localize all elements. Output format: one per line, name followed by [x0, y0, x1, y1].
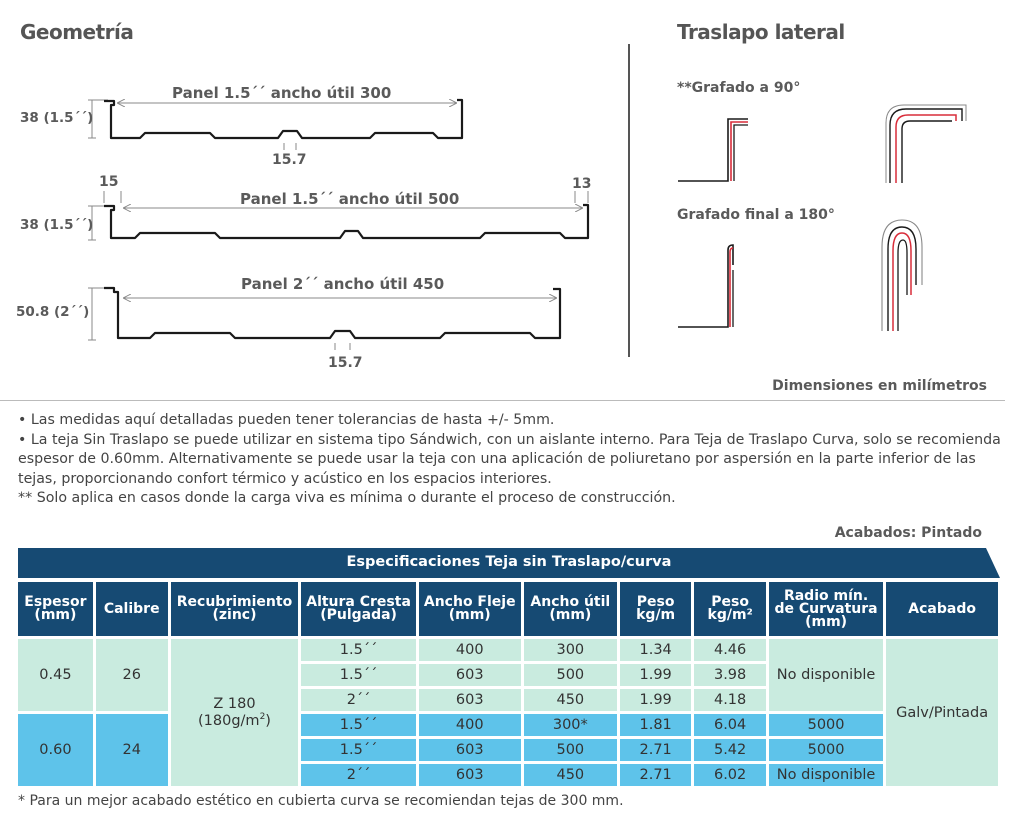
panel-1-profile	[88, 100, 462, 150]
traslapo-diagram	[670, 95, 990, 345]
grafado-90-detail	[886, 105, 966, 183]
cell-util: 450	[524, 689, 617, 711]
cell-fleje: 603	[419, 689, 521, 711]
panel-1-crest-label: 15.7	[272, 152, 307, 168]
cell-fleje: 400	[419, 714, 521, 736]
cell-altura: 2´´	[301, 764, 415, 786]
cell-espesor: 0.45	[18, 639, 93, 711]
panel-3-label: Panel 2´´ ancho útil 450	[241, 275, 445, 293]
grafado-180-label: Grafado final a 180°	[677, 207, 835, 223]
cell-util: 450	[524, 764, 617, 786]
cell-peso-m: 1.34	[620, 639, 691, 661]
header-calibre: Calibre	[96, 582, 168, 636]
note-2: • La teja Sin Traslapo se puede utilizar en sistema tipo Sándwich, con un aislante interno. Para Teja de Traslapo Curva, solo se recomienda espesor de 0.60mm. Alternativamente se puede usar la teja con una aplicación de poliuretano por aspersión en la parte inferior de las tejas, proporcionando confort térmico y acústico en los espacios interiores.	[18, 431, 1001, 487]
cell-peso-m: 1.99	[620, 689, 691, 711]
panel-1-label: Panel 1.5´´ ancho útil 300	[172, 84, 392, 102]
grafado-180-detail	[882, 220, 922, 331]
cell-altura: 1.5´´	[301, 664, 415, 686]
notes-block	[18, 411, 1008, 509]
geometria-title: Geometría	[20, 20, 134, 44]
cell-radio: 5000	[769, 739, 883, 761]
cell-peso-m2: 3.98	[694, 664, 766, 686]
header-ancho-fleje: Ancho Fleje (mm)	[419, 582, 521, 636]
cell-recubrimiento: Z 180 $(180g/m^2)$	[171, 639, 299, 786]
table-row	[18, 714, 998, 736]
cell-util: 500	[524, 739, 617, 761]
cell-calibre: 24	[96, 714, 168, 786]
cell-altura: 1.5´´	[301, 739, 415, 761]
panel-3-crest-label: 15.7	[328, 355, 363, 371]
cell-peso-m2: 4.46	[694, 639, 766, 661]
cell-peso-m2: 4.18	[694, 689, 766, 711]
cell-peso-m2: 6.04	[694, 714, 766, 736]
panel-2-label: Panel 1.5´´ ancho útil 500	[240, 190, 460, 208]
panel-3-height-label: 50.8 (2´´)	[16, 304, 90, 320]
header-espesor: Espesor (mm)	[18, 582, 93, 636]
note-1: • Las medidas aquí detalladas pueden tener tolerancias de hasta +/- 5mm.	[18, 412, 555, 428]
header-peso-m: Peso kg/m	[620, 582, 691, 636]
cell-fleje: 603	[419, 764, 521, 786]
cell-peso-m: 1.81	[620, 714, 691, 736]
grafado-90-label: **Grafado a 90°	[677, 80, 801, 96]
panel-2-left-dim: 15	[99, 174, 119, 190]
cell-util: 300	[524, 639, 617, 661]
acabados-label: Acabados: Pintado	[834, 525, 982, 541]
header-altura: Altura Cresta (Pulgada)	[301, 582, 415, 636]
cell-radio: 5000	[769, 714, 883, 736]
section-divider	[628, 44, 630, 357]
cell-peso-m: 2.71	[620, 764, 691, 786]
panel-1-height-label: 38 (1.5´´)	[20, 110, 94, 126]
separator-line	[0, 400, 1005, 401]
cell-fleje: 603	[419, 739, 521, 761]
header-peso-m2: Peso kg/m²	[694, 582, 766, 636]
spec-grid	[15, 579, 1001, 789]
table-header-row	[18, 582, 998, 636]
footnote: * Para un mejor acabado estético en cubierta curva se recomiendan tejas de 300 mm.	[18, 793, 624, 809]
note-3: ** Solo aplica en casos donde la carga viva es mínima o durante el proceso de construcción.	[18, 490, 676, 506]
cell-altura: 2´´	[301, 689, 415, 711]
panel-2-height-label: 38 (1.5´´)	[20, 217, 94, 233]
header-acabado: Acabado	[886, 582, 998, 636]
cell-peso-m2: 5.42	[694, 739, 766, 761]
cell-peso-m: 1.99	[620, 664, 691, 686]
panel-2-right-dim: 13	[572, 176, 592, 192]
cell-fleje: 400	[419, 639, 521, 661]
cell-peso-m2: 6.02	[694, 764, 766, 786]
cell-util: 500	[524, 664, 617, 686]
cell-radio: No disponible	[769, 639, 883, 711]
cell-util: 300*	[524, 714, 617, 736]
cell-altura: 1.5´´	[301, 639, 415, 661]
cell-peso-m: 2.71	[620, 739, 691, 761]
grafado-180-simple	[678, 245, 733, 327]
dimensiones-label: Dimensiones en milímetros	[772, 378, 987, 394]
table-row	[18, 639, 998, 661]
grafado-90-simple	[678, 119, 748, 181]
cell-espesor: 0.60	[18, 714, 93, 786]
traslapo-title: Traslapo lateral	[677, 20, 845, 44]
header-radio: Radio mín. de Curvatura (mm)	[769, 582, 883, 636]
cell-altura: 1.5´´	[301, 714, 415, 736]
header-recubrimiento: Recubrimiento (zinc)	[171, 582, 299, 636]
cell-radio: No disponible	[769, 764, 883, 786]
cell-calibre: 26	[96, 639, 168, 711]
table-title: Especificaciones Teja sin Traslapo/curva	[346, 554, 672, 570]
header-ancho-util: Ancho útil (mm)	[524, 582, 617, 636]
cell-acabado: Galv/Pintada	[886, 639, 998, 786]
cell-fleje: 603	[419, 664, 521, 686]
panel-3-profile	[88, 288, 560, 350]
